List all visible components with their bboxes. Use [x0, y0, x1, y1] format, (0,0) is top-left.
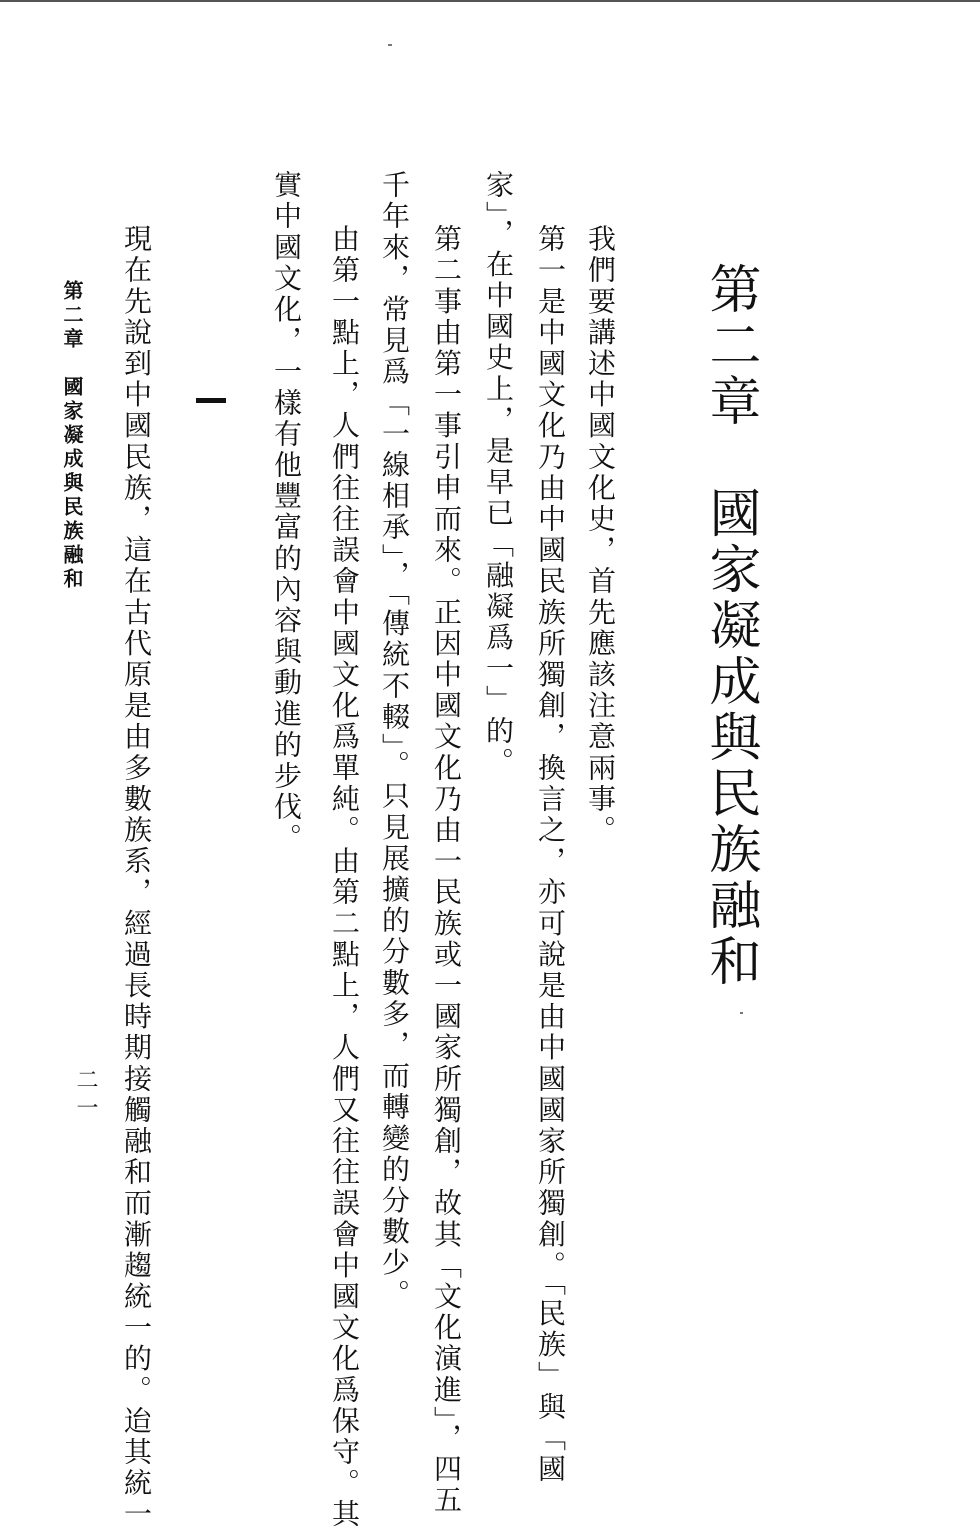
paragraph-line: 第一是中國文化乃由中國民族所獨創，換言之，亦可說是由中國國家所獨創。「民族」與「國 — [534, 224, 567, 1486]
top-border — [0, 0, 980, 2]
paragraph-line: 現在先說到中國民族，這在古代原是由多數族系，經過長時期接觸融和而漸趨統一的。迨其統一 — [120, 224, 153, 1530]
scan-speck — [388, 44, 392, 46]
scan-speck — [740, 1012, 743, 1014]
paragraph-line: 第二事由第一事引申而來。正因中國文化乃由一民族或一國家所獨創，故其「文化演進」，四五 — [430, 224, 463, 1517]
paragraph-line: 我們要講述中國文化史，首先應該注意兩事。 — [584, 224, 617, 846]
paragraph-line: 家」，在中國史上，是早已「融凝爲一」的。 — [482, 170, 515, 778]
page-number: 二一 — [73, 1068, 98, 1124]
paragraph-line: 實中國文化，一樣有他豐富的內容與動進的步伐。 — [270, 170, 303, 855]
running-head: 第二章 國家凝成與民族融和 — [60, 280, 84, 592]
section-marker — [196, 398, 226, 403]
paragraph-line: 千年來，常見爲「一線相承」，「傳統不輟」。只見展擴的分數多，而轉變的分數少。 — [378, 170, 411, 1310]
paragraph-line: 由第一點上，人們往往誤會中國文化爲單純。由第二點上，人們又往往誤會中國文化爲保守。其 — [328, 224, 361, 1530]
chapter-title: 第二章 國家凝成與民族融和 — [700, 262, 760, 990]
